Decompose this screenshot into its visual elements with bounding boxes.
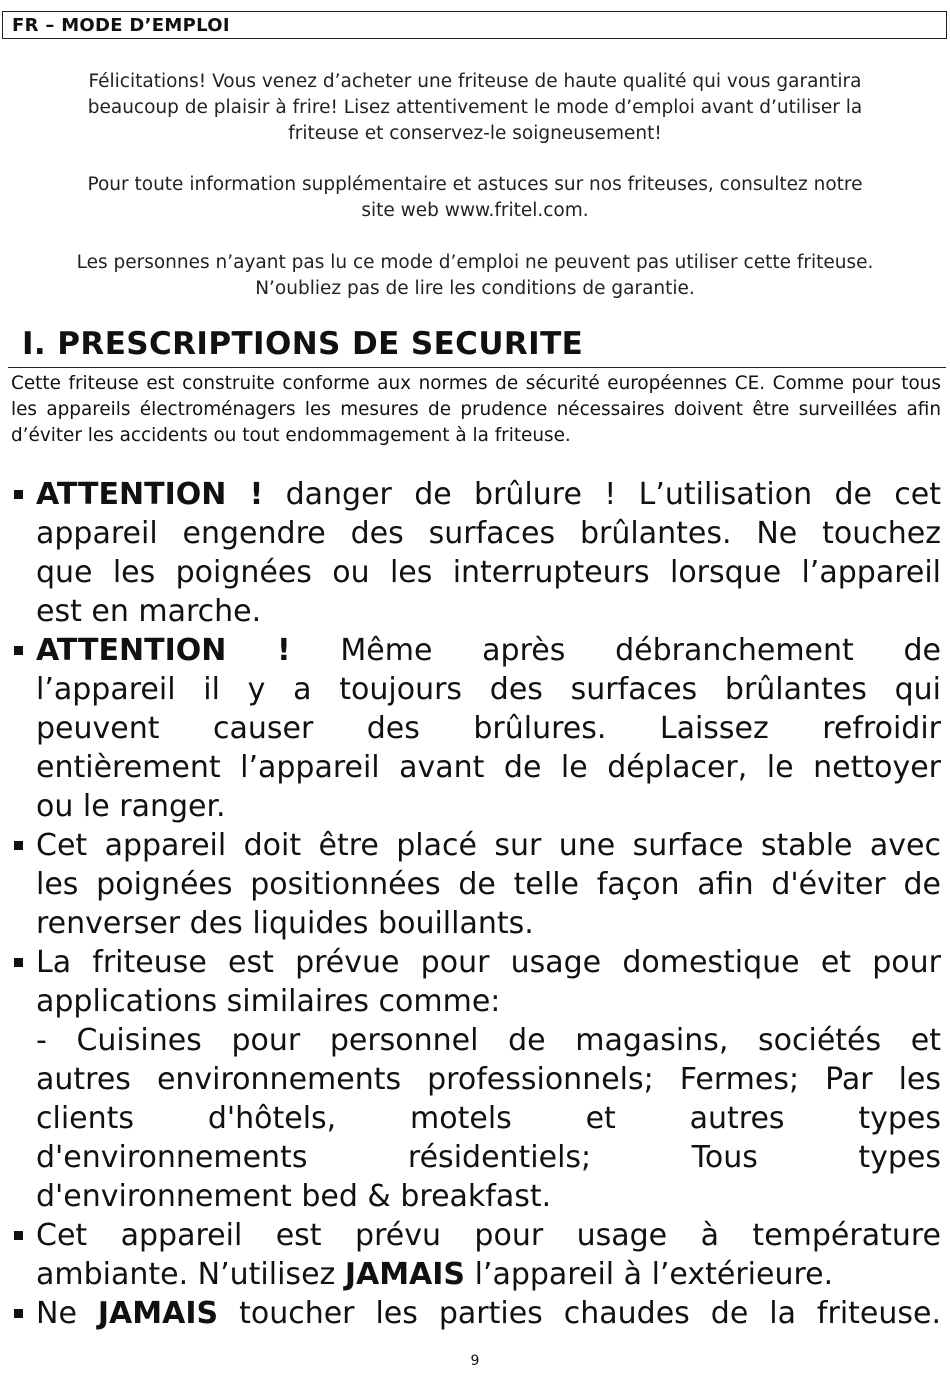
- list-item: [10, 631, 941, 826]
- item-text: La friteuse est prévue pour usage domestique et pour: [36, 945, 941, 980]
- item-text: clients d'hôtels, motels et autres types: [36, 1101, 941, 1136]
- item-text: l’appareil il y a toujours des surfaces brûlantes qui: [36, 672, 941, 707]
- item-text: applications similaires comme:: [36, 984, 501, 1019]
- safety-list: [10, 475, 941, 1333]
- bold-emphasis: JAMAIS: [344, 1257, 466, 1292]
- section-divider: [8, 367, 946, 368]
- item-text: l’appareil à l’extérieure.: [465, 1257, 834, 1292]
- intro-line: beaucoup de plaisir à frire! Lisez attentivement le mode d’emploi avant d’utiliser la: [87, 97, 863, 118]
- page-number: 9: [470, 1353, 480, 1369]
- bullet-square-icon: [14, 841, 23, 850]
- list-item: [10, 1294, 941, 1333]
- item-text: d'environnements résidentiels; Tous types: [36, 1140, 941, 1175]
- bullet-square-icon: [14, 1309, 23, 1318]
- list-item: [10, 475, 941, 631]
- intro-line: Félicitations! Vous venez d’acheter une friteuse de haute qualité qui vous garantira: [88, 71, 862, 92]
- bold-warning: ATTENTION !: [36, 477, 264, 512]
- list-item: [10, 943, 941, 1216]
- intro-line: site web www.fritel.com.: [361, 200, 589, 221]
- intro-line: Les personnes n’ayant pas lu ce mode d’emploi ne peuvent pas utiliser cette friteuse.: [76, 252, 874, 273]
- item-text: Cet appareil doit être placé sur une surface stable avec: [36, 828, 941, 863]
- item-text: - Cuisines pour personnel de magasins, sociétés et: [36, 1023, 941, 1058]
- intro-line: N’oubliez pas de lire les conditions de garantie.: [255, 278, 695, 299]
- item-text: est en marche.: [36, 594, 262, 629]
- section-title: I. PRESCRIPTIONS DE SECURITE: [22, 326, 584, 362]
- bold-warning: ATTENTION !: [36, 633, 291, 668]
- item-text: Ne: [36, 1296, 98, 1331]
- item-text: d'environnement bed & breakfast.: [36, 1179, 552, 1214]
- header-title: FR – MODE D’EMPLOI: [12, 15, 230, 36]
- item-text: toucher les parties chaudes de la friteuse.: [218, 1296, 942, 1331]
- intro-congratulations: [0, 69, 950, 147]
- item-text: ambiante. N’utilisez: [36, 1257, 345, 1292]
- item-text: danger de brûlure ! L’utilisation de cet: [285, 477, 941, 512]
- section-intro: Cette friteuse est construite conforme aux normes de sécurité européennes CE. Comme pour tous les appareils électroménagers les mesures de prudence nécessaires doivent être surveillées afin d’éviter les accidents ou tout endommagement à la friteuse.: [11, 373, 941, 446]
- item-text: Cet appareil est prévu pour usage à température: [36, 1218, 941, 1253]
- item-text: ou le ranger.: [36, 789, 226, 824]
- page-header: [2, 11, 947, 39]
- item-text: entièrement l’appareil avant de le déplacer, le nettoyer: [36, 750, 941, 785]
- intro-website: [0, 172, 950, 224]
- item-text: autres environnements professionnels; Fermes; Par les: [36, 1062, 941, 1097]
- bullet-square-icon: [14, 1231, 23, 1240]
- item-text: Même après débranchement de: [340, 633, 942, 668]
- list-item: [10, 826, 941, 943]
- intro-warning: [0, 250, 950, 302]
- item-text: que les poignées ou les interrupteurs lorsque l’appareil: [36, 555, 941, 590]
- item-text: renverser des liquides bouillants.: [36, 906, 534, 941]
- intro-line: friteuse et conservez-le soigneusement!: [288, 123, 662, 144]
- bullet-square-icon: [14, 958, 23, 967]
- item-text: peuvent causer des brûlures. Laissez refroidir: [36, 711, 941, 746]
- bullet-square-icon: [14, 490, 23, 499]
- list-item: [10, 1216, 941, 1294]
- bullet-square-icon: [14, 646, 23, 655]
- item-text: appareil engendre des surfaces brûlantes. Ne touchez: [36, 516, 941, 551]
- bold-emphasis: JAMAIS: [97, 1296, 219, 1331]
- intro-line: Pour toute information supplémentaire et astuces sur nos friteuses, consultez notre: [87, 174, 863, 195]
- item-text: les poignées positionnées de telle façon afin d'éviter de: [36, 867, 941, 902]
